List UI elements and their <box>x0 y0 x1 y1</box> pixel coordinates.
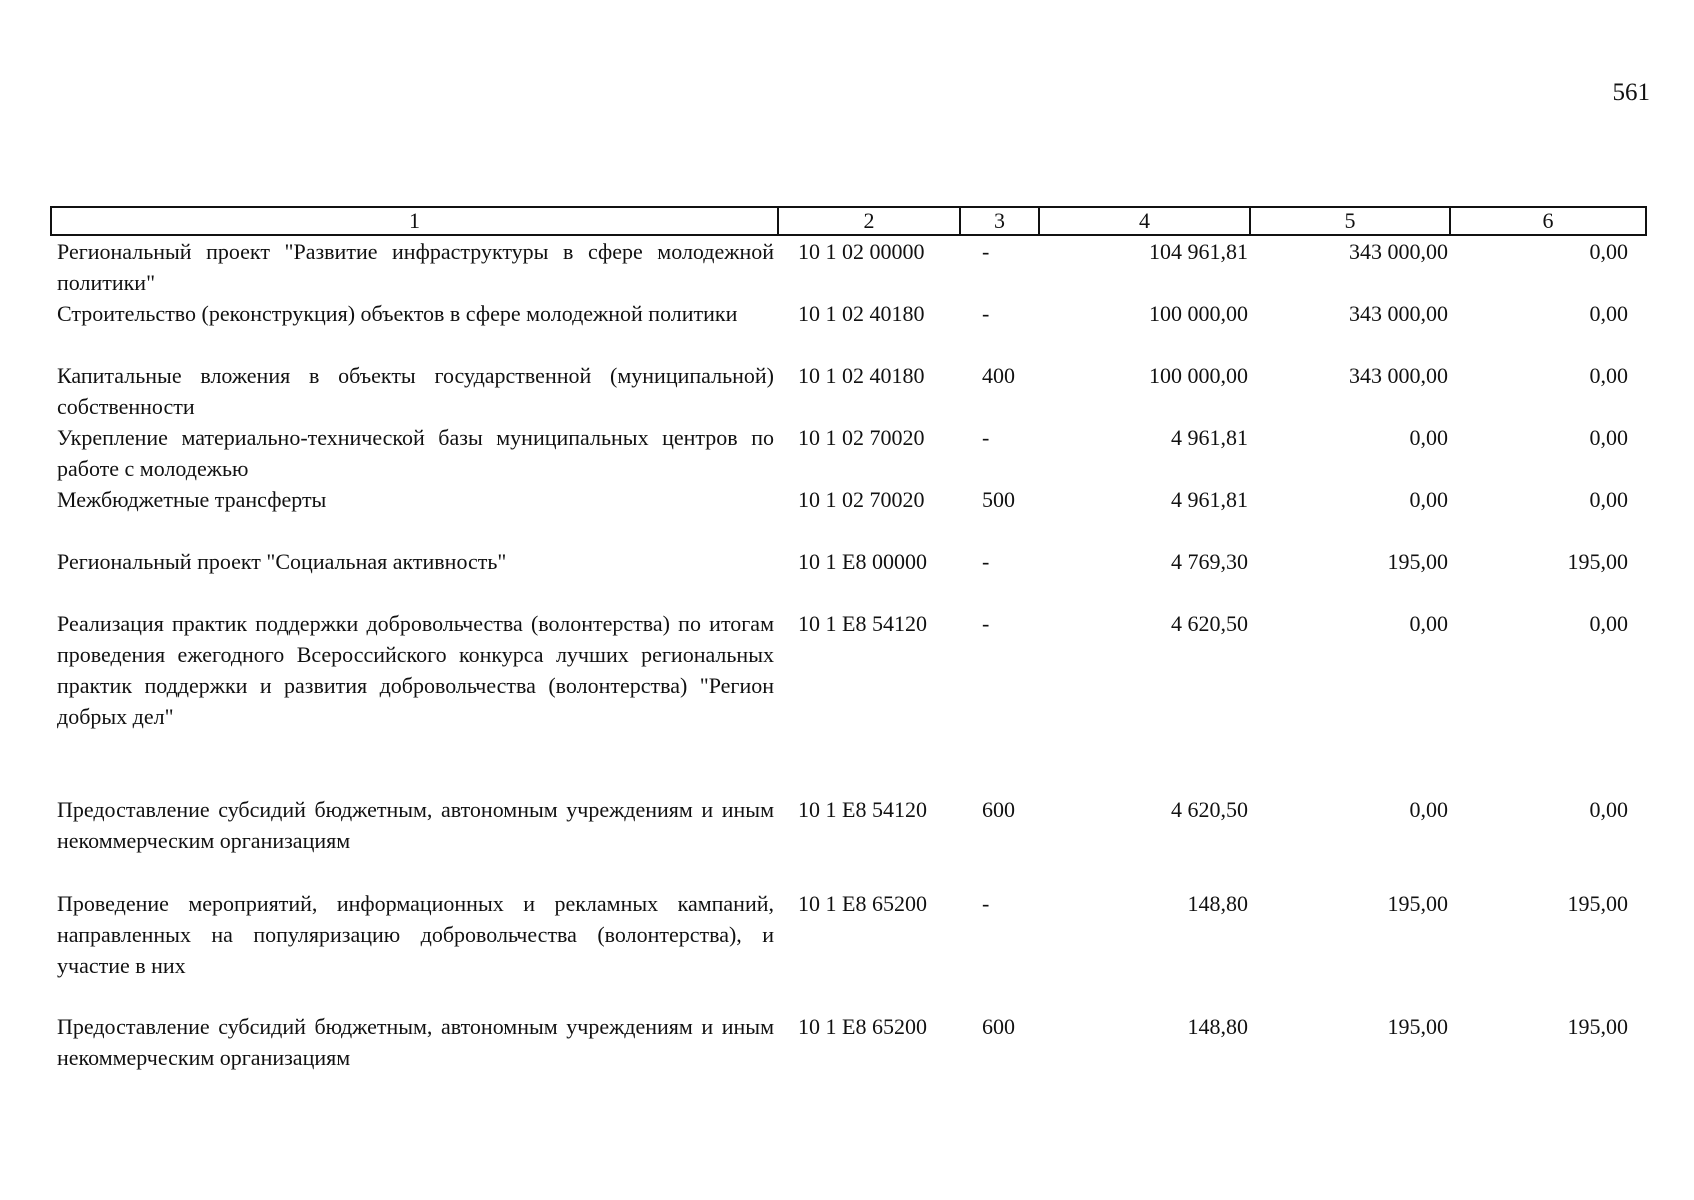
row-value-6: 0,00 <box>1589 301 1628 326</box>
row-value-5: 343 000,00 <box>1349 363 1448 388</box>
column-header-6: 6 <box>1450 207 1646 235</box>
row-value-4: 4 620,50 <box>1171 611 1248 636</box>
column-header-1: 1 <box>51 207 778 235</box>
row-name: Предоставление субсидий бюджетным, автономным учреждениям и иным некоммерческим организациям <box>57 1014 774 1070</box>
row-value-6: 0,00 <box>1589 363 1628 388</box>
row-name: Предоставление субсидий бюджетным, автономным учреждениям и иным некоммерческим организациям <box>57 797 774 853</box>
budget-table <box>50 206 1647 1073</box>
table-row <box>51 794 1646 888</box>
table-row <box>51 235 1646 298</box>
row-code: 10 1 02 70020 <box>798 425 925 450</box>
row-name: Укрепление материально-технической базы муниципальных центров по работе с молодежью <box>57 425 774 481</box>
row-value-4: 4 620,50 <box>1171 797 1248 822</box>
table-row <box>51 484 1646 546</box>
row-value-6: 0,00 <box>1589 425 1628 450</box>
row-name: Строительство (реконструкция) объектов в сфере молодежной политики <box>57 301 738 326</box>
row-value-4: 148,80 <box>1187 891 1248 916</box>
row-value-4: 100 000,00 <box>1149 363 1248 388</box>
row-value-4: 4 961,81 <box>1171 487 1248 512</box>
row-type: 600 <box>982 1014 1015 1039</box>
row-value-6: 195,00 <box>1567 1014 1628 1039</box>
row-code: 10 1 02 40180 <box>798 301 925 326</box>
row-type: 500 <box>982 487 1015 512</box>
table-row <box>51 1011 1646 1073</box>
row-value-6: 0,00 <box>1589 239 1628 264</box>
row-code: 10 1 02 00000 <box>798 239 925 264</box>
row-value-6: 0,00 <box>1589 611 1628 636</box>
table-row <box>51 608 1646 794</box>
row-code: 10 1 E8 54120 <box>798 611 927 636</box>
row-type: - <box>982 549 990 574</box>
column-header-2: 2 <box>778 207 960 235</box>
row-code: 10 1 E8 54120 <box>798 797 927 822</box>
row-value-6: 195,00 <box>1567 891 1628 916</box>
row-name: Капитальные вложения в объекты государственной (муниципальной) собственности <box>57 363 774 419</box>
row-type: - <box>982 891 990 916</box>
row-name: Региональный проект "Развитие инфраструктуры в сфере молодежной политики" <box>57 239 774 295</box>
row-value-6: 195,00 <box>1567 549 1628 574</box>
row-name: Межбюджетные трансферты <box>57 487 327 512</box>
row-type: - <box>982 301 990 326</box>
row-code: 10 1 E8 00000 <box>798 549 927 574</box>
row-code: 10 1 02 70020 <box>798 487 925 512</box>
row-value-5: 195,00 <box>1387 1014 1448 1039</box>
table-row <box>51 546 1646 608</box>
row-value-4: 104 961,81 <box>1149 239 1248 264</box>
row-name: Региональный проект "Социальная активность" <box>57 549 507 574</box>
row-value-5: 0,00 <box>1409 611 1448 636</box>
row-code: 10 1 E8 65200 <box>798 1014 927 1039</box>
row-value-6: 0,00 <box>1589 487 1628 512</box>
row-type: - <box>982 239 990 264</box>
header-row <box>51 207 1646 235</box>
row-value-5: 0,00 <box>1409 425 1448 450</box>
row-name: Проведение мероприятий, информационных и рекламных кампаний, направленных на популяризацию добровольчества (волонтерства), и участие в них <box>57 891 774 978</box>
row-code: 10 1 02 40180 <box>798 363 925 388</box>
row-value-5: 0,00 <box>1409 797 1448 822</box>
row-value-4: 100 000,00 <box>1149 301 1248 326</box>
row-code: 10 1 E8 65200 <box>798 891 927 916</box>
row-value-5: 0,00 <box>1409 487 1448 512</box>
row-value-4: 4 769,30 <box>1171 549 1248 574</box>
table-row <box>51 360 1646 422</box>
column-header-5: 5 <box>1250 207 1450 235</box>
table-row <box>51 888 1646 1011</box>
row-value-6: 0,00 <box>1589 797 1628 822</box>
row-value-5: 195,00 <box>1387 549 1448 574</box>
table-row <box>51 298 1646 360</box>
row-type: 400 <box>982 363 1015 388</box>
row-type: - <box>982 611 990 636</box>
row-value-4: 4 961,81 <box>1171 425 1248 450</box>
row-value-5: 343 000,00 <box>1349 239 1448 264</box>
row-value-5: 195,00 <box>1387 891 1448 916</box>
row-name: Реализация практик поддержки добровольчества (волонтерства) по итогам проведения ежегодного Всероссийского конкурса лучших региональных практик поддержки и развития добровольчества (волонтерства) "Регион добрых дел" <box>57 611 774 729</box>
row-type: - <box>982 425 990 450</box>
row-type: 600 <box>982 797 1015 822</box>
table-row <box>51 422 1646 484</box>
column-header-4: 4 <box>1039 207 1250 235</box>
row-value-4: 148,80 <box>1187 1014 1248 1039</box>
row-value-5: 343 000,00 <box>1349 301 1448 326</box>
page-number: 561 <box>1612 79 1650 106</box>
column-header-3: 3 <box>960 207 1039 235</box>
